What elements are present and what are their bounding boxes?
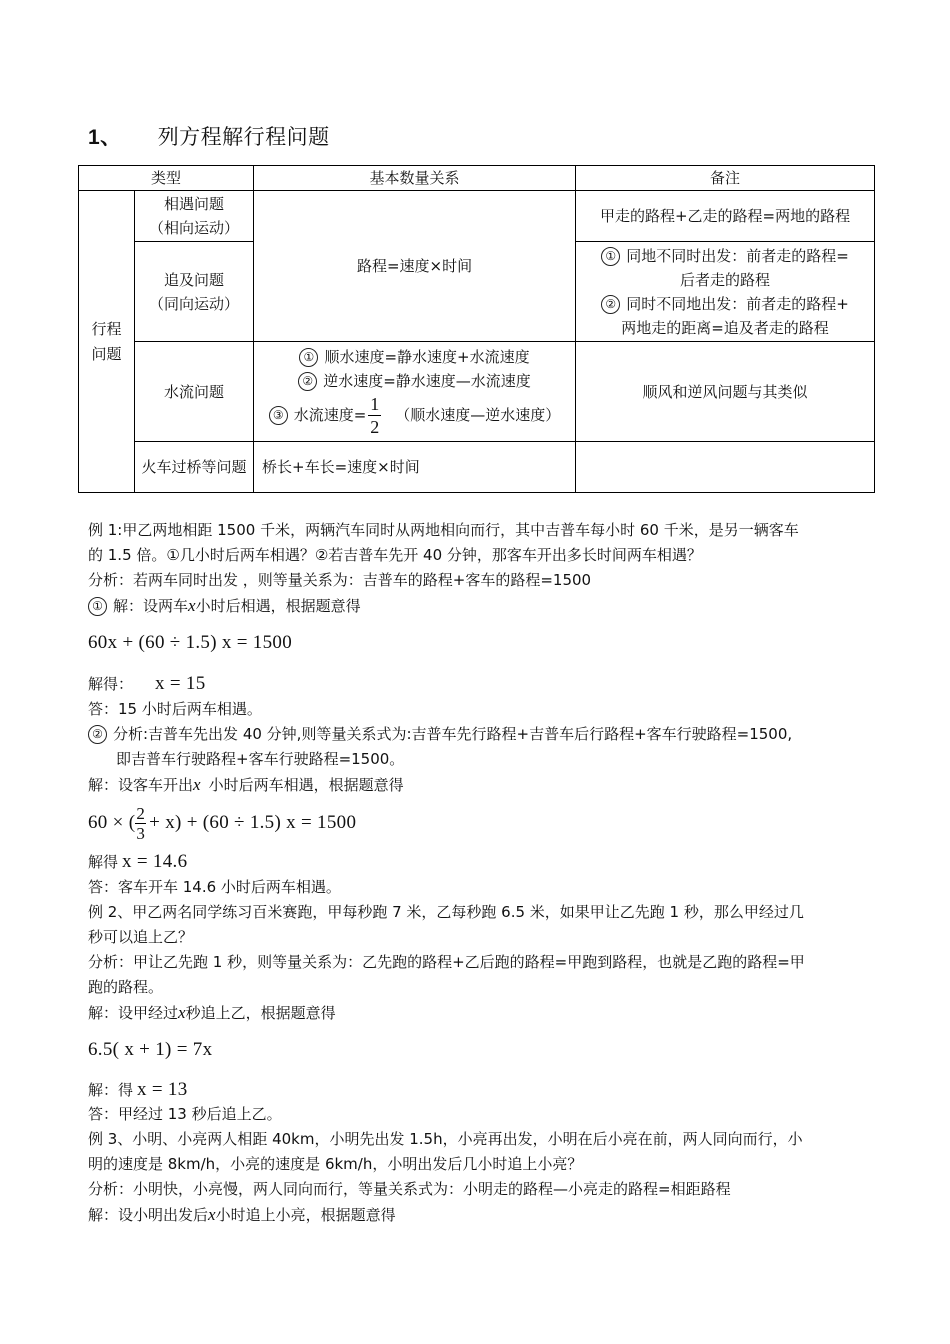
category-cell: [79, 191, 135, 493]
variable-x: x: [193, 775, 201, 794]
ex3-line-a: 例 3、小明、小亮两人相距 40km，小明先出发 1.5h，小亮再出发，小明在后小亮在前，两人同向而行，小: [88, 1130, 803, 1148]
ex2-analysis-a: 分析：甲让乙先跑 1 秒，则等量关系为：乙先跑的路程+乙后跑的路程=甲跑到路程，也就是乙跑的路程=甲: [88, 953, 805, 971]
ex1-analysis: 分析：若两车同时出发 ，则等量关系为：吉普车的路程+客车的路程=1500: [88, 571, 592, 589]
ex1-sol1-setup: [88, 593, 868, 619]
ex1-answer1: 答：15 小时后两车相遇。: [88, 700, 262, 718]
note-train: [576, 442, 875, 493]
ex1-line-b: 的 1.5 倍。①几小时后两车相遇？②若吉普车先开 40 分钟，那客车开出多长时间两车相遇？: [88, 546, 702, 564]
ex1-solved2-label: 解得: [88, 853, 119, 871]
circled-1-icon: ①: [88, 597, 107, 616]
variable-x: x: [188, 596, 196, 615]
ex1-solved2: [88, 848, 868, 875]
ex2-line-a: 例 2、甲乙两名同学练习百米赛跑，甲每秒跑 7 米，乙每秒跑 6.5 米，如果甲让乙先跑 1 秒，那么甲经过几: [88, 903, 804, 921]
equation-2-b: + x) + (60 ÷ 1.5) x = 1500: [149, 812, 357, 833]
note-chase: [576, 242, 875, 342]
fraction-numerator: 2: [136, 804, 146, 824]
ex2-solved: [88, 1074, 868, 1102]
fraction-denominator: 3: [136, 824, 146, 844]
ex3-analysis: 分析：小明快，小亮慢，两人同向而行，等量关系式为：小明走的路程—小亮走的路程=相距路程: [88, 1180, 731, 1198]
note-chase-2b: 两地走的距离=追及者走的路程: [621, 318, 829, 337]
type-chase-line1: 追及问题: [164, 270, 225, 289]
relation-water-3: [257, 393, 572, 438]
ex2-setup-b: 秒追上乙，根据题意得: [185, 1004, 336, 1022]
ex1-solved-label: 解得：: [88, 675, 134, 693]
ex2-analysis-b: 跑的路程。: [88, 978, 164, 996]
ex1-sol2-setup-a: 解：设客车开出: [88, 776, 194, 794]
circled-2-icon: ②: [88, 725, 107, 744]
ex1-sol2-line-a: [88, 722, 868, 747]
note-chase-2a-text: 同时不同地出发：前者走的路程+: [626, 294, 849, 313]
type-chase-line2: （同向运动）: [149, 294, 240, 313]
equation-3: 6.5( x + 1) = 7x: [88, 1039, 213, 1060]
ex1-sol2-setup: [88, 772, 868, 798]
ex2-setup: [88, 1000, 868, 1026]
table-row-meet: [79, 191, 875, 242]
section-number: 1、: [88, 126, 122, 149]
header-type: 类型: [79, 166, 254, 191]
table-header-row: [79, 166, 875, 191]
ex1-answer2: 答：客车开车 14.6 小时后两车相遇。: [88, 878, 341, 896]
header-note: 备注: [576, 166, 875, 191]
relation-water-1-text: 顺水速度=静水速度+水流速度: [324, 348, 530, 366]
note-chase-1a: [579, 244, 871, 268]
ex3-setup-a: 解：设小明出发后: [88, 1206, 209, 1224]
note-chase-1b: 后者走的路程: [680, 270, 771, 289]
type-water: 水流问题: [135, 342, 254, 442]
shared-relation-cell: 路程=速度×时间: [254, 191, 576, 342]
fraction-denominator: 2: [370, 417, 380, 437]
equation-2: [88, 798, 868, 848]
ex1-sol2-setup-b: 小时后两车相遇，根据题意得: [208, 776, 404, 794]
ex1-sol1-setup-a: 解：设两车: [113, 597, 189, 615]
relation-water-2-text: 逆水速度=静水速度—水流速度: [323, 372, 531, 390]
ex2-solved-value: x = 13: [137, 1079, 188, 1100]
section-heading: [88, 121, 330, 151]
circled-2-icon: ②: [298, 372, 317, 391]
ex2-answer: 答：甲经过 13 秒后追上乙。: [88, 1105, 282, 1123]
ex3-line-b: 明的速度是 8km/h，小亮的速度是 6km/h，小明出发后几小时追上小亮？: [88, 1155, 583, 1173]
note-meet: 甲走的路程+乙走的路程=两地的路程: [576, 191, 875, 242]
relation-table: [78, 165, 875, 493]
category-label: 行程问题: [91, 319, 122, 363]
type-meet: [135, 191, 254, 242]
circled-3-icon: ③: [269, 406, 288, 425]
ex1-solved-value: x = 15: [155, 673, 206, 694]
ex1-solved2-value: x = 14.6: [122, 851, 188, 872]
table-row-train: [79, 442, 875, 493]
relation-water-3-suffix: （顺水速度—逆水速度）: [395, 406, 561, 424]
note-chase-2a: [579, 292, 871, 316]
fraction-numerator: 1: [370, 394, 380, 414]
fraction-two-thirds: [135, 804, 146, 843]
ex2-solved-label: 解：得: [88, 1081, 134, 1099]
header-relation: 基本数量关系: [254, 166, 576, 191]
ex1-sol2-line-b: 即吉普车行驶路程+客车行驶路程=1500。: [116, 750, 405, 768]
ex2-line-b: 秒可以追上乙？: [88, 928, 194, 946]
ex1-sol2-text-a: 分析:吉普车先出发 40 分钟,则等量关系式为:吉普车先行路程+吉普车后行路程+客车行驶路程=1500,: [113, 725, 793, 743]
type-meet-line1: 相遇问题: [164, 195, 225, 213]
ex3-setup: [88, 1202, 868, 1228]
note-chase-1a-text: 同地不同时出发：前者走的路程=: [626, 246, 849, 265]
relation-train: 桥长+车长=速度×时间: [254, 442, 576, 493]
examples-body: [88, 518, 868, 1228]
type-train: 火车过桥等问题: [135, 442, 254, 493]
ex1-solved: [88, 667, 868, 697]
relation-water: [254, 342, 576, 442]
relation-water-1: [257, 345, 572, 369]
circled-1-icon: ①: [601, 247, 620, 266]
type-meet-line2: （相向运动）: [149, 219, 240, 237]
variable-x: x: [208, 1205, 216, 1224]
table-row-water: [79, 342, 875, 442]
relation-water-2: [257, 369, 572, 393]
type-chase: [135, 242, 254, 342]
section-title: 列方程解行程问题: [157, 125, 330, 149]
relation-water-3-prefix: 水流速度=: [293, 406, 367, 424]
ex3-setup-b: 小时追上小亮，根据题意得: [215, 1206, 396, 1224]
circled-2-icon: ②: [601, 295, 620, 314]
equation-1: 60x + (60 ÷ 1.5) x = 1500: [88, 632, 293, 653]
equation-2-a: 60 × (: [88, 812, 136, 833]
note-water: 顺风和逆风问题与其类似: [576, 342, 875, 442]
ex1-sol1-setup-b: 小时后相遇，根据题意得: [195, 597, 361, 615]
ex1-line-a: 例 1:甲乙两地相距 1500 千米，两辆汽车同时从两地相向而行，其中吉普车每小时 60 千米，是另一辆客车: [88, 521, 799, 539]
variable-x: x: [178, 1003, 186, 1022]
circled-1-icon: ①: [299, 348, 318, 367]
fraction-half: [368, 393, 381, 438]
ex2-setup-a: 解：设甲经过: [88, 1004, 179, 1022]
